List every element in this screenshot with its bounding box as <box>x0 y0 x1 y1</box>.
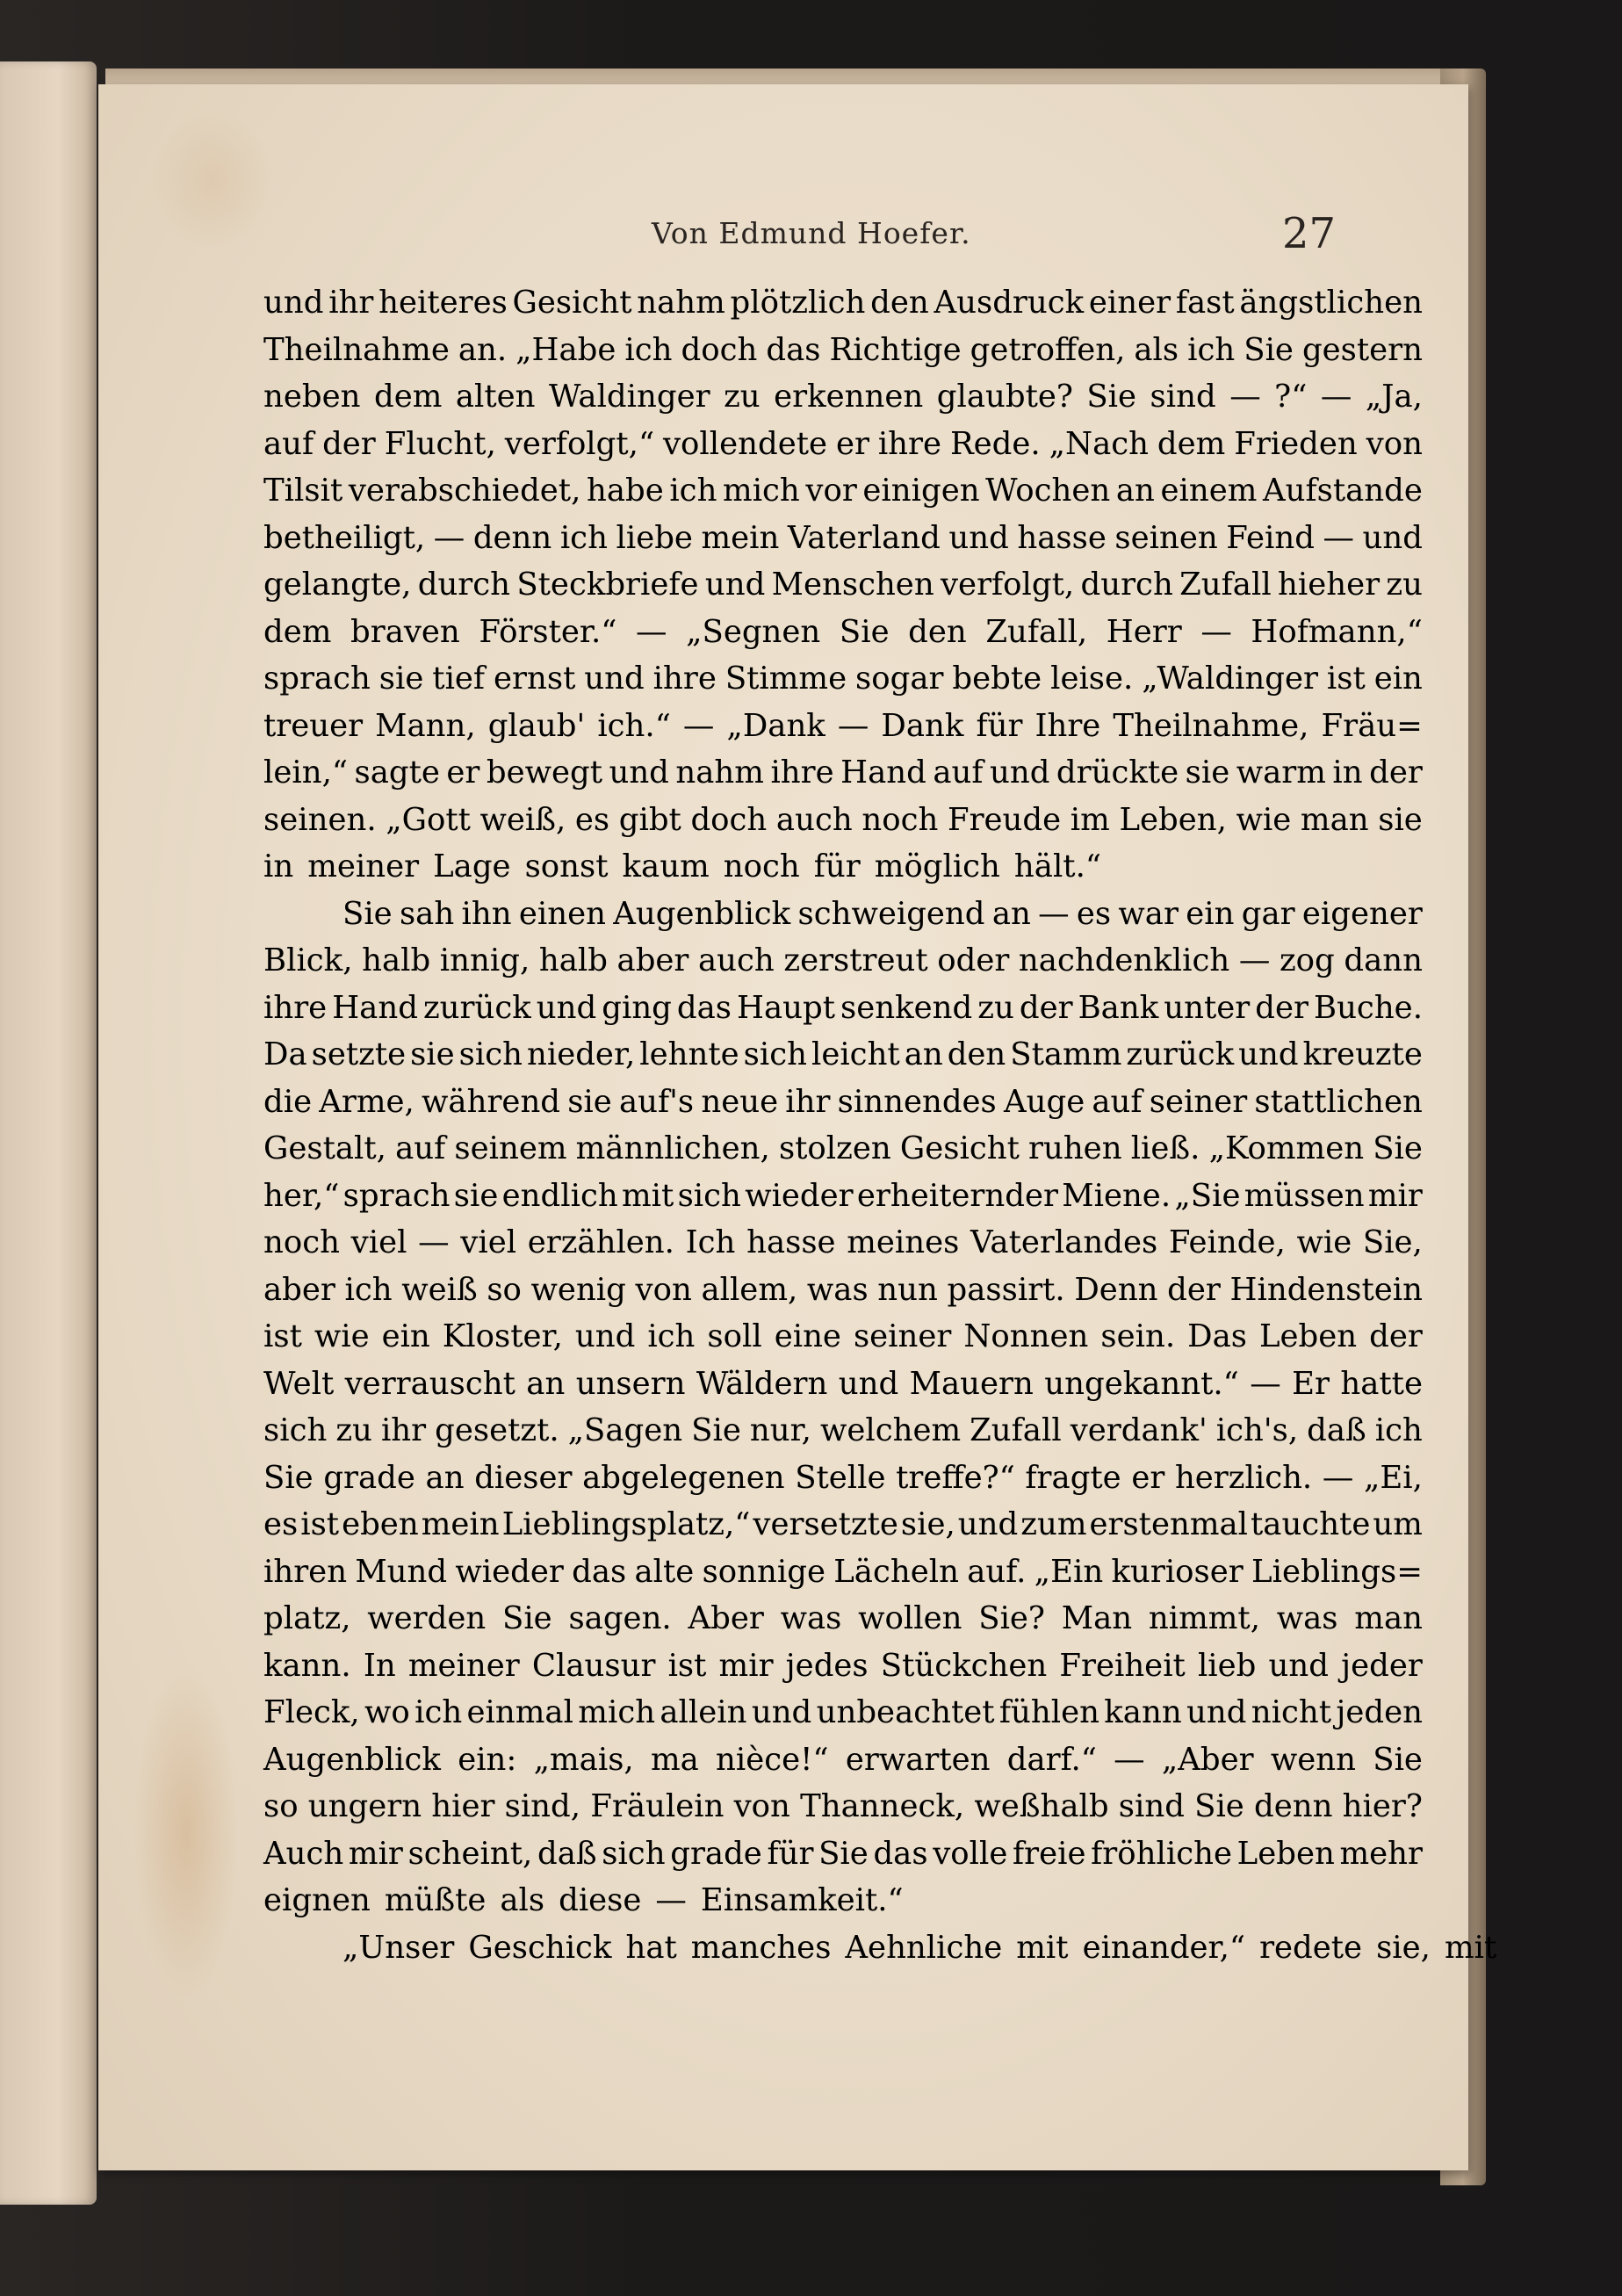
text-line: so ungern hier sind, Fräulein von Thanneck, weßhalb sind Sie denn hier? <box>263 1788 1423 1824</box>
text-line: sich zu ihr gesetzt. „Sagen Sie nur, welchem Zufall verdank' ich's, daß ich <box>263 1412 1423 1448</box>
text-line: in meiner Lage sonst kaum noch für möglich hält.“ <box>263 848 1102 884</box>
paragraph <box>263 891 1423 1924</box>
text-line: treuer Mann, glaub' ich.“ — „Dank — Dank für Ihre Theilnahme, Fräu= <box>263 707 1423 744</box>
facing-page-edge <box>0 61 97 2205</box>
text-line: ihren Mund wieder das alte sonnige Lächeln auf. „Ein kurioser Lieblings= <box>263 1553 1423 1590</box>
text-line: Tilsit verabschiedet, habe ich mich vor einigen Wochen an einem Aufstande <box>263 473 1423 509</box>
text-line: ist wie ein Kloster, und ich soll eine seiner Nonnen sein. Das Leben der <box>263 1318 1423 1354</box>
text-line: ihre Hand zurück und ging das Haupt senkend zu der Bank unter der Buche. <box>263 989 1423 1026</box>
text-line: „Unser Geschick hat manches Aehnliche mit einander,“ redete sie, mit <box>342 1929 1497 1966</box>
text-line: seinen. „Gott weiß, es gibt doch auch noch Freude im Leben, wie man sie <box>263 801 1423 838</box>
text-line: Sie sah ihn einen Augenblick schweigend an — es war ein gar eigener <box>342 895 1423 932</box>
text-line: gelangte, durch Steckbriefe und Menschen verfolgt, durch Zufall hieher zu <box>263 567 1423 603</box>
text-line: platz, werden Sie sagen. Aber was wollen Sie? Man nimmt, was man <box>263 1600 1423 1636</box>
text-line: kann. In meiner Clausur ist mir jedes Stückchen Freiheit lieb und jeder <box>263 1647 1423 1684</box>
running-head: Von Edmund Hoefer. <box>652 216 971 250</box>
paragraph <box>263 279 1423 891</box>
text-line: sprach sie tief ernst und ihre Stimme sogar bebte leise. „Waldinger ist ein <box>263 661 1423 697</box>
text-line: Auch mir scheint, daß sich grade für Sie das volle freie fröhliche Leben mehr <box>263 1835 1423 1872</box>
text-line: aber ich weiß so wenig von allem, was nun passirt. Denn der Hindenstein <box>263 1271 1423 1308</box>
text-line: Augenblick ein: „mais, ma nièce!“ erwarten darf.“ — „Aber wenn Sie <box>263 1741 1423 1778</box>
text-line: Gestalt, auf seinem männlichen, stolzen Gesicht ruhen ließ. „Kommen Sie <box>263 1130 1423 1166</box>
text-line: und ihr heiteres Gesicht nahm plötzlich den Ausdruck einer fast ängstlichen <box>263 285 1423 321</box>
text-line: Sie grade an dieser abgelegenen Stelle treffe?“ fragte er herzlich. — „Ei, <box>263 1459 1423 1496</box>
text-line: Welt verrauscht an unsern Wäldern und Mauern ungekannt.“ — Er hatte <box>263 1365 1423 1402</box>
text-line: lein,“ sagte er bewegt und nahm ihre Hand auf und drückte sie warm in der <box>263 755 1423 791</box>
text-line: dem braven Förster.“ — „Segnen Sie den Zufall, Herr — Hofmann,“ <box>263 613 1423 650</box>
page-number: 27 <box>1282 209 1337 258</box>
text-line: es ist eben mein Lieblingsplatz,“ versetzte sie, und zum erstenmal tauchte um <box>263 1506 1423 1542</box>
text-line: eignen müßte als diese — Einsamkeit.“ <box>263 1882 904 1918</box>
text-line: neben dem alten Waldinger zu erkennen glaubte? Sie sind — ?“ — „Ja, <box>263 379 1423 415</box>
text-line: die Arme, während sie auf's neue ihr sinnendes Auge auf seiner stattlichen <box>263 1083 1423 1120</box>
text-line: betheiligt, — denn ich liebe mein Vaterland und hasse seinen Feind — und <box>263 519 1423 556</box>
body-text <box>263 279 1497 1971</box>
page-text-layer <box>98 84 1497 2170</box>
text-line: Theilnahme an. „Habe ich doch das Richtige getroffen, als ich Sie gestern <box>263 331 1423 368</box>
paragraph <box>263 1924 1497 1972</box>
text-line: noch viel — viel erzählen. Ich hasse meines Vaterlandes Feinde, wie Sie, <box>263 1224 1423 1260</box>
text-line: Blick, halb innig, halb aber auch zerstreut oder nachdenklich — zog dann <box>263 942 1423 978</box>
text-line: her,“ sprach sie endlich mit sich wieder erheiternder Miene. „Sie müssen mir <box>263 1177 1423 1214</box>
text-line: Da setzte sie sich nieder, lehnte sich leicht an den Stamm zurück und kreuzte <box>263 1036 1423 1072</box>
text-line: Fleck, wo ich einmal mich allein und unbeachtet fühlen kann und nicht jeden <box>263 1694 1423 1730</box>
text-line: auf der Flucht, verfolgt,“ vollendete er ihre Rede. „Nach dem Frieden von <box>263 425 1423 462</box>
